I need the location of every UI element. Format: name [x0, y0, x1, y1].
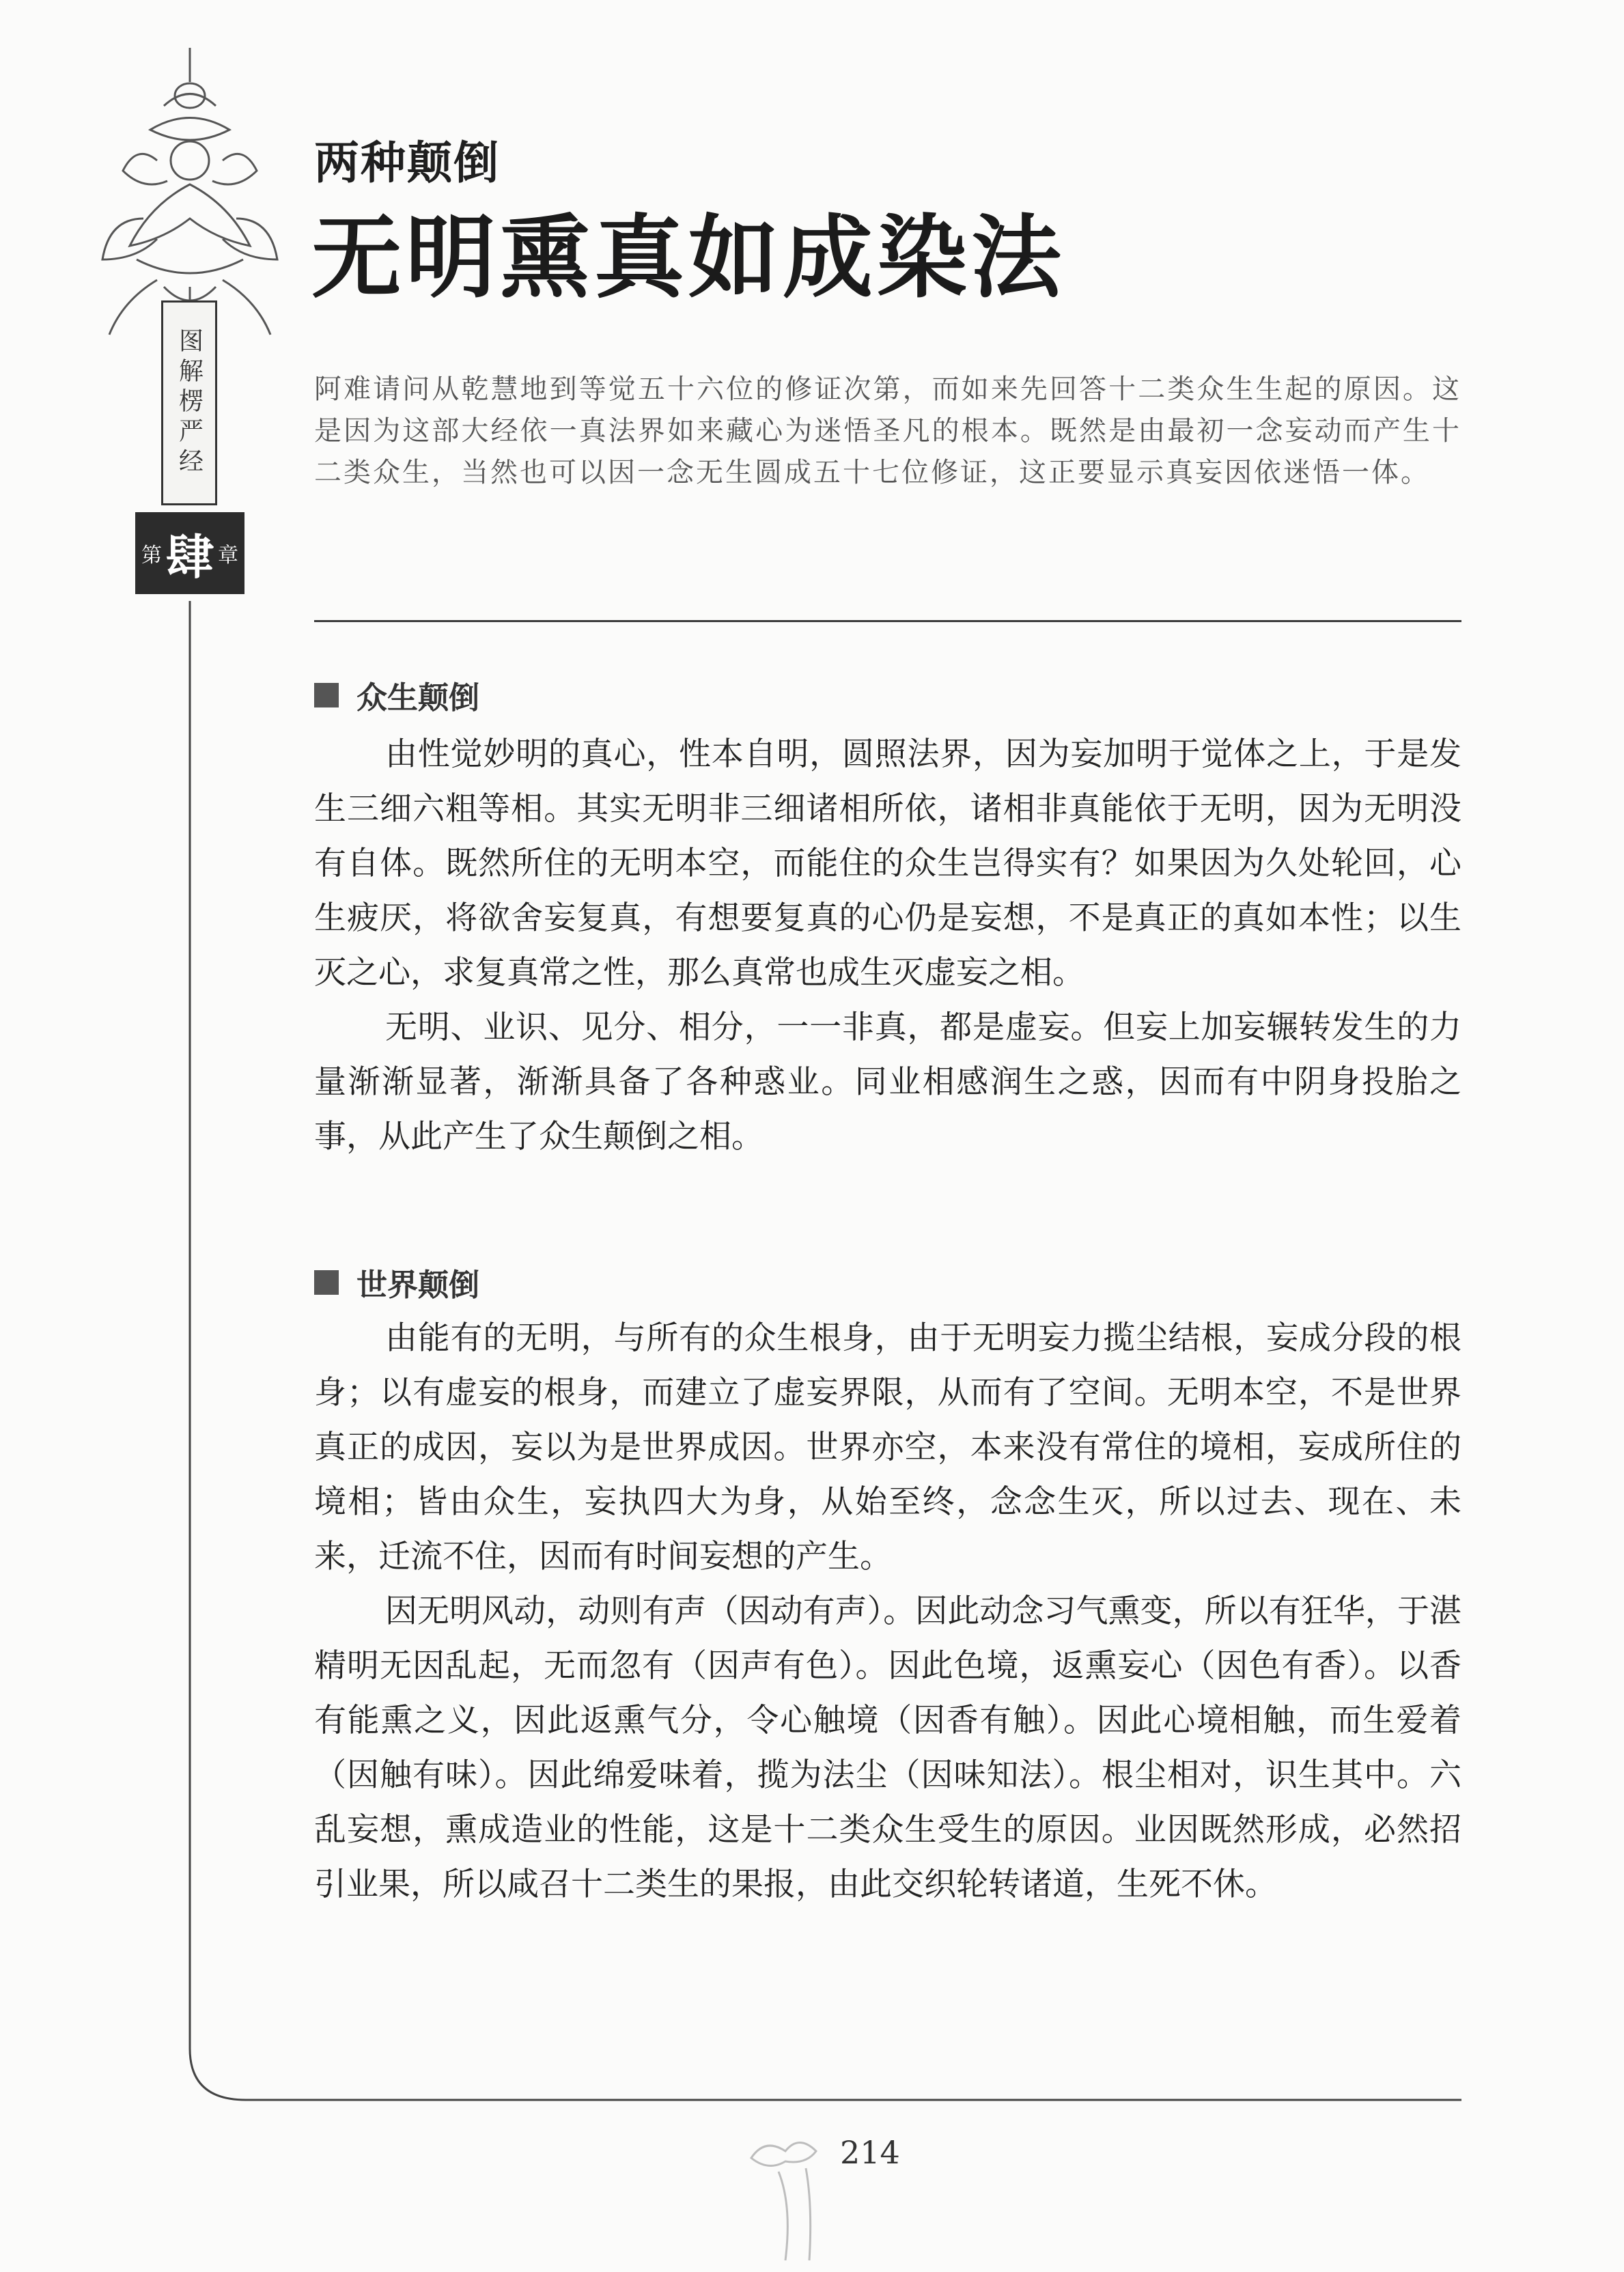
- intro-paragraph: 阿难请问从乾慧地到等觉五十六位的修证次第，而如来先回答十二类众生生起的原因。这是因为这部大经依一真法界如来藏心为迷悟圣凡的根本。既然是由最初一念妄动而产生十二类众生，当然也可以因一念无生圆成五十七位修证，这正要显示真妄因依迷悟一体。: [314, 374, 1461, 488]
- chapter-prefix: 第: [141, 544, 162, 567]
- body-paragraph: 由性觉妙明的真心，性本自明，圆照法界，因为妄加明于觉体之上，于是发生三细六粗等相。其实无明非三细诸相所依，诸相非真能依于无明，因为无明没有自体。既然所住的无明本空，而能住的众生岂得实有？如果因为久处轮回，心生疲厌，将欲舍妄复真，有想要复真的心仍是妄想，不是真正的真如本性；以生灭之心，求复真常之性，那么真常也成生灭虚妄之相。: [314, 735, 1461, 992]
- section-heading-beings: [314, 673, 479, 717]
- section-heading-text: 众生颠倒: [356, 679, 480, 716]
- square-bullet-icon: [314, 683, 339, 707]
- square-bullet-icon: [314, 1270, 339, 1295]
- body-paragraph: 无明、业识、见分、相分，一一非真，都是虚妄。但妄上加妄辗转发生的力量渐渐显著，渐渐具备了各种惑业。同业相感润生之惑，因而有中阴身投胎之事，从此产生了众生颠倒之相。: [314, 1009, 1461, 1155]
- section-heading-world: [314, 1260, 479, 1304]
- divider: [314, 620, 1461, 622]
- section-body-beings: [314, 727, 1461, 1164]
- book-title-text: 图解楞严经: [175, 328, 204, 478]
- section-body-world: [314, 1311, 1461, 1912]
- chapter-suffix: 章: [218, 544, 238, 567]
- page-title: 无明熏真如成染法: [311, 205, 1065, 311]
- chapter-tab: [135, 512, 244, 594]
- page-number: 214: [840, 2134, 900, 2171]
- body-paragraph: 由能有的无明，与所有的众生根身，由于无明妄力揽尘结根，妄成分段的根身；以有虚妄的根身，而建立了虚妄界限，从而有了空间。无明本空，不是世界真正的成因，妄以为是世界成因。世界亦空，本来没有常住的境相，妄成所住的境相；皆由众生，妄执四大为身，从始至终，念念生灭，所以过去、现在、未来，迁流不住，因而有时间妄想的产生。: [314, 1319, 1461, 1575]
- section-heading-text: 世界颠倒: [356, 1267, 480, 1303]
- chapter-number: 肆: [166, 529, 214, 585]
- body-paragraph: 因无明风动，动则有声（因动有声）。因此动念习气熏变，所以有狂华，于湛精明无因乱起，无而忽有（因声有色）。因此色境，返熏妄心（因色有香）。以香有能熏之义，因此返熏气分，令心触境（因香有触）。因此心境相触，而生爱着（因触有味）。因此绵爱味着，揽为法尘（因味知法）。根尘相对，识生其中。六乱妄想，熏成造业的性能，这是十二类众生受生的原因。业因既然形成，必然招引业果，所以咸召十二类生的果报，由此交织轮转诸道，生死不休。: [314, 1593, 1461, 1903]
- book-title-label: [161, 300, 217, 505]
- section-subtitle: 两种颠倒: [314, 137, 500, 189]
